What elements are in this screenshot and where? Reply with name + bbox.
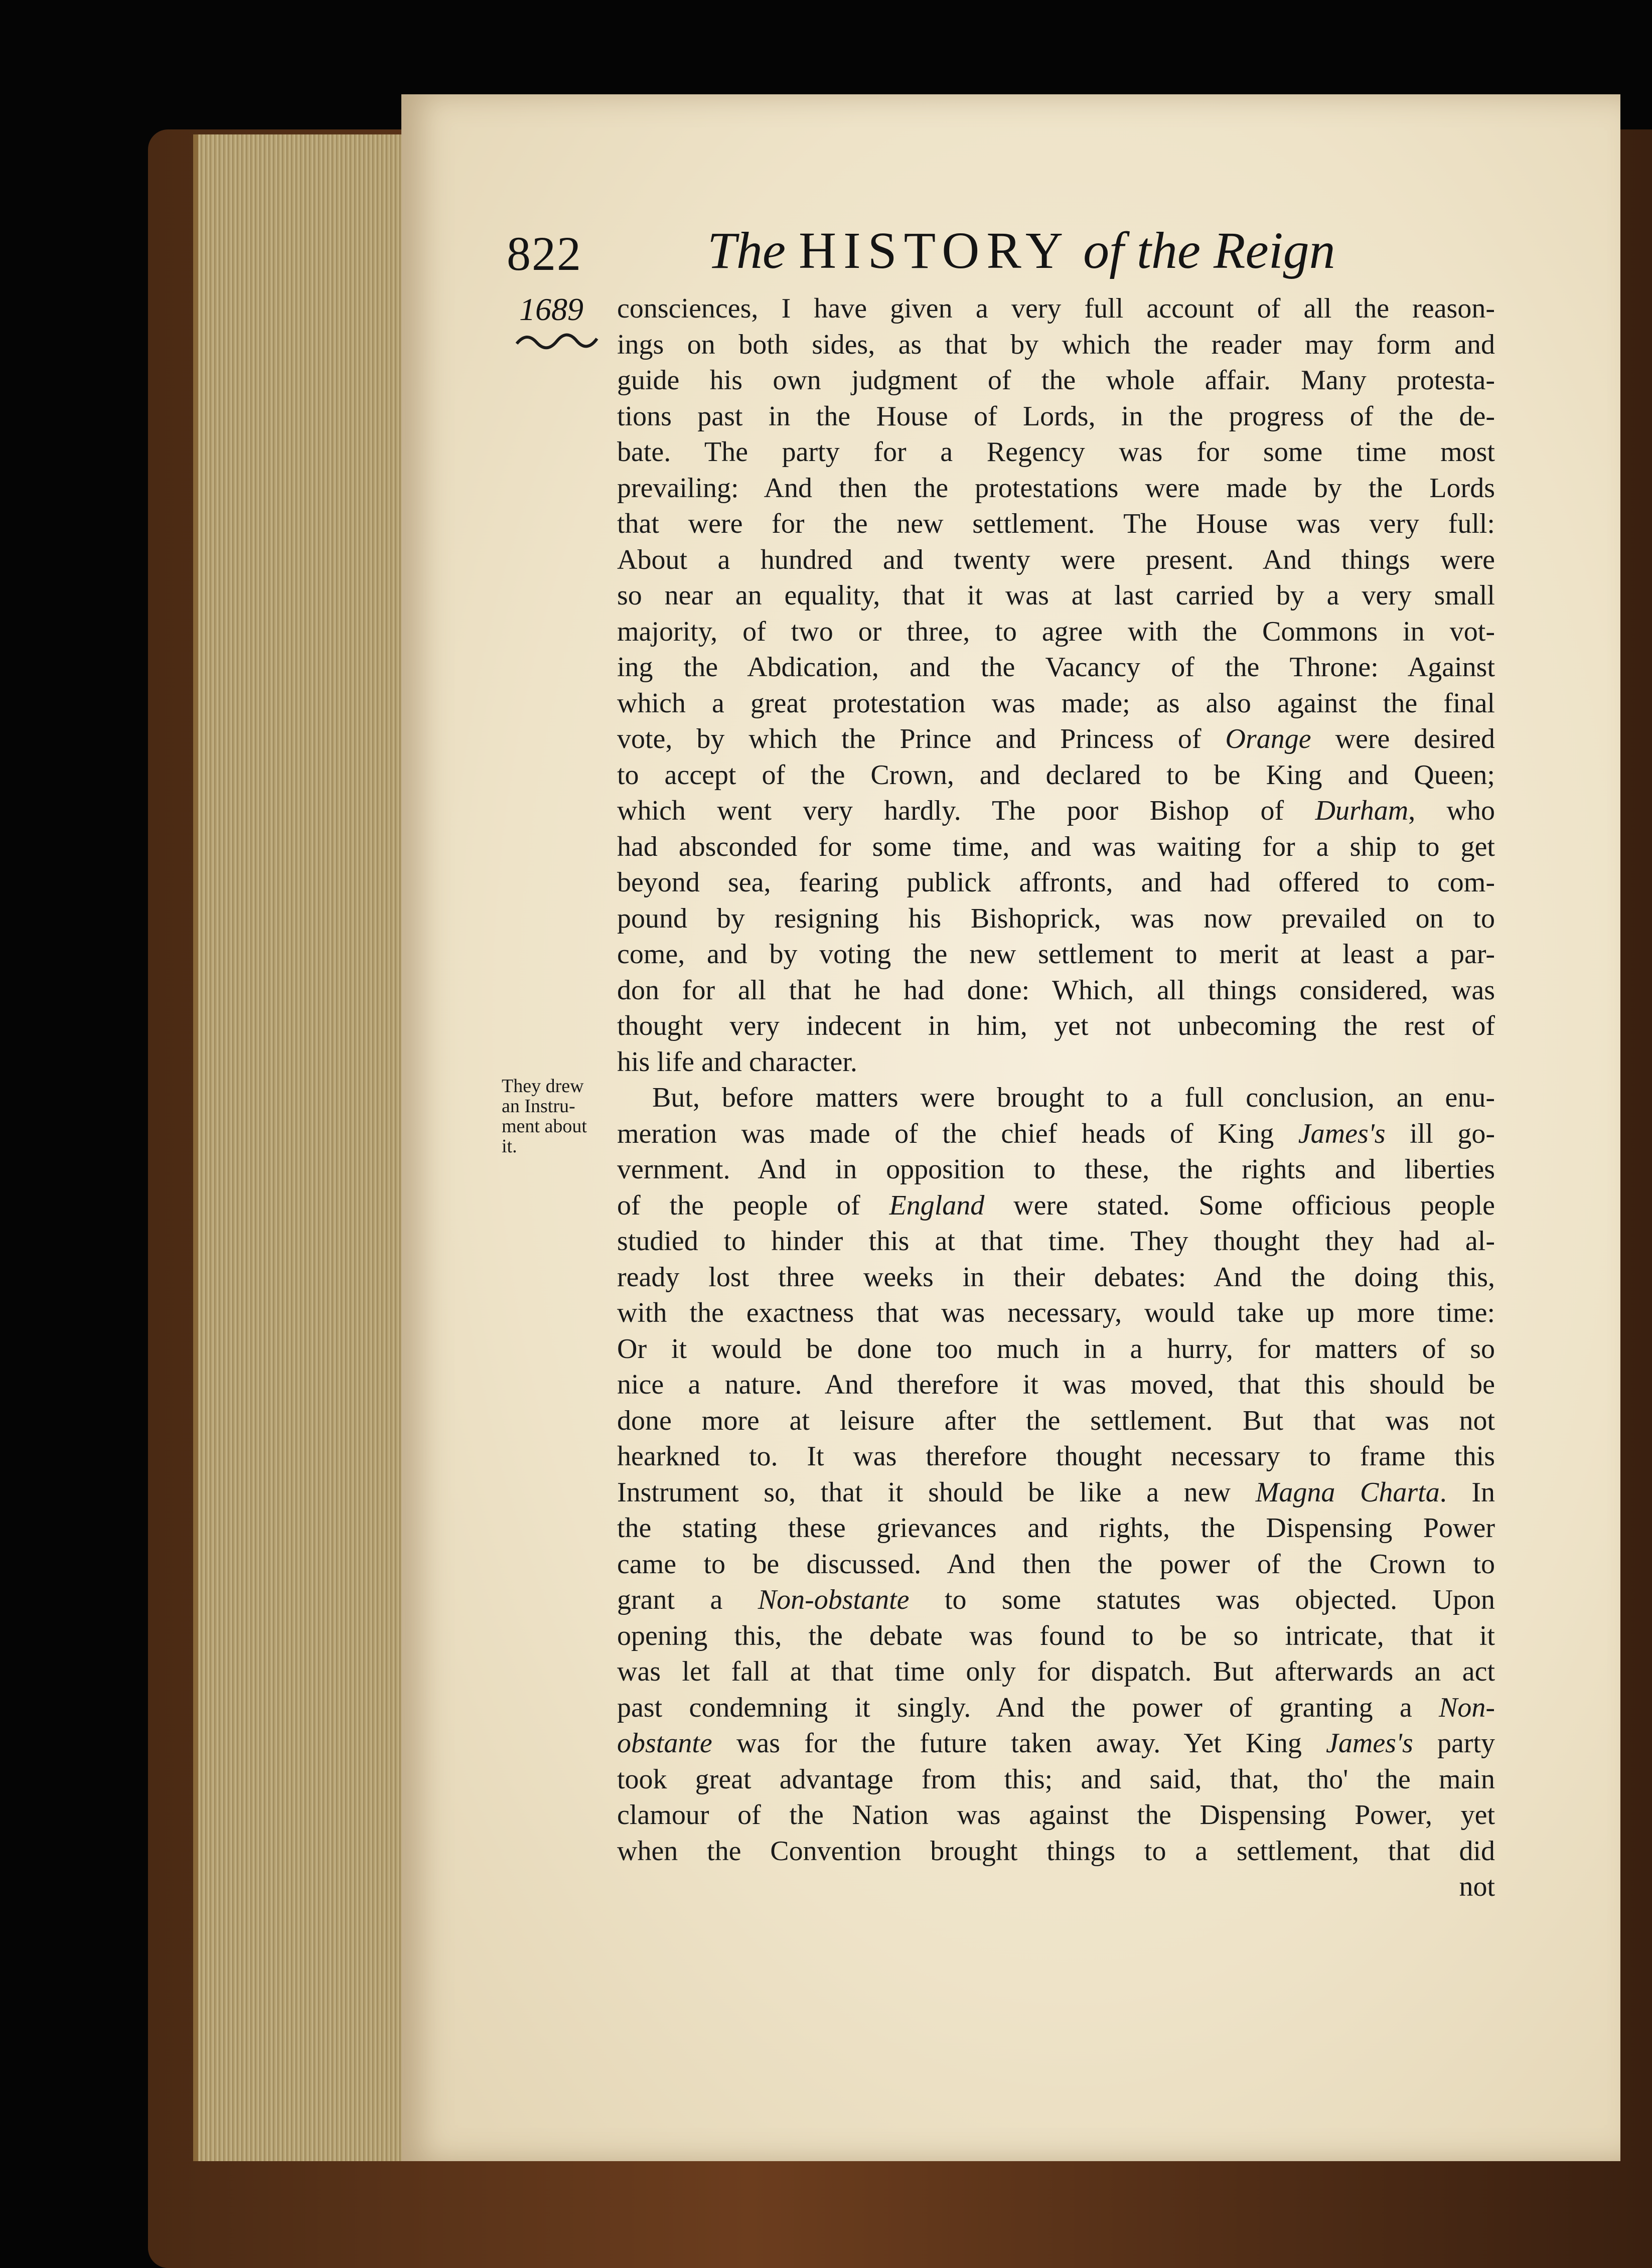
text-line: bate. The party for a Regency was for some time most [617,436,1495,468]
title-rest: of the Reign [1070,222,1335,279]
text-line: prevailing: And then the protestations were made by the Lords [617,472,1495,504]
text-line: the stating these grievances and rights, the Dispensing Power [617,1513,1495,1544]
text-line: obstante was for the future taken away. Yet King James's party [617,1728,1495,1759]
text-line: so near an equality, that it was at last carried by a very small [617,580,1495,611]
page-number: 822 [507,227,582,280]
text-line: meration was made of the chief heads of King James's ill go- [617,1118,1495,1149]
text-line: come, and by voting the new settlement to merit at least a par- [617,939,1495,970]
text-line: Or it would be done too much in a hurry, for matters of so [617,1333,1495,1365]
text-line: when the Convention brought things to a settlement, that did [617,1835,1495,1867]
text-line: came to be discussed. And then the power of the Crown to [617,1548,1495,1580]
text-line: had absconded for some time, and was waiting for a ship to get [617,831,1495,862]
text-line: of the people of England were stated. Some officious people [617,1189,1495,1221]
text-line: took great advantage from this; and said, that, tho' the main [617,1763,1495,1795]
text-line: studied to hinder this at that time. They thought they had al- [617,1226,1495,1257]
body-text [617,291,1495,1905]
text-line: ings on both sides, as that by which the reader may form and [617,329,1495,360]
text-line: pound by resigning his Bishoprick, was now prevailed on to [617,902,1495,934]
sidenote-line: ment about [502,1116,587,1137]
text-line: hearkned to. It was therefore thought necessary to frame this [617,1441,1495,1472]
text-line: vote, by which the Prince and Princess of Orange were desired [617,723,1495,754]
text-line: ready lost three weeks in their debates: And the doing this, [617,1261,1495,1293]
text-line: that were for the new settlement. The House was very full: [617,508,1495,539]
text-line: tions past in the House of Lords, in the progress of the de- [617,400,1495,432]
text-line: past condemning it singly. And the power of granting a Non- [617,1692,1495,1723]
text-line: guide his own judgment of the whole affair. Many protesta- [617,365,1495,396]
text-line: don for all that he had done: Which, all things considered, was [617,974,1495,1006]
text-line: not [1459,1871,1495,1902]
page-edges [193,134,411,2161]
running-header [507,221,1380,291]
text-line: which went very hardly. The poor Bishop of Durham, who [617,795,1495,826]
text-line: grant a Non-obstante to some statutes was objected. Upon [617,1584,1495,1615]
sidenote-line: They drew [502,1076,584,1097]
text-line: with the exactness that was necessary, would take up more time: [617,1297,1495,1328]
running-title [707,221,1335,280]
text-line: was let fall at that time only for dispatch. But afterwards an act [617,1656,1495,1687]
text-line: clamour of the Nation was against the Dispensing Power, yet [617,1799,1495,1831]
title-history: HISTORY [799,222,1071,279]
text-line: majority, of two or three, to agree with the Commons in vot- [617,616,1495,647]
flourish-ornament [514,329,599,354]
text-line: done more at leisure after the settlement. But that was not [617,1405,1495,1436]
title-the: The [707,222,799,279]
text-line: thought very indecent in him, yet not unbecoming the rest of [617,1010,1495,1041]
text-line: Instrument so, that it should be like a new Magna Charta. In [617,1476,1495,1508]
text-line: opening this, the debate was found to be so intricate, that it [617,1620,1495,1651]
text-line: nice a nature. And therefore it was moved, that this should be [617,1369,1495,1400]
text-line: to accept of the Crown, and declared to be King and Queen; [617,759,1495,791]
text-line: vernment. And in opposition to these, the rights and liberties [617,1154,1495,1185]
marginal-note [502,1076,617,1156]
text-line: his life and character. [617,1046,857,1078]
text-line: which a great protestation was made; as also against the final [617,687,1495,719]
text-line: ing the Abdication, and the Vacancy of the Throne: Against [617,652,1495,683]
text-line: But, before matters were brought to a full conclusion, an enu- [652,1082,1495,1113]
sidenote-line: an Instru- [502,1096,575,1117]
text-line: consciences, I have given a very full account of all the reason- [617,293,1495,324]
text-line: About a hundred and twenty were present. And things were [617,544,1495,575]
sidenote-line: it. [502,1136,517,1157]
margin-year: 1689 [519,291,583,327]
text-line: beyond sea, fearing publick affronts, and had offered to com- [617,867,1495,898]
